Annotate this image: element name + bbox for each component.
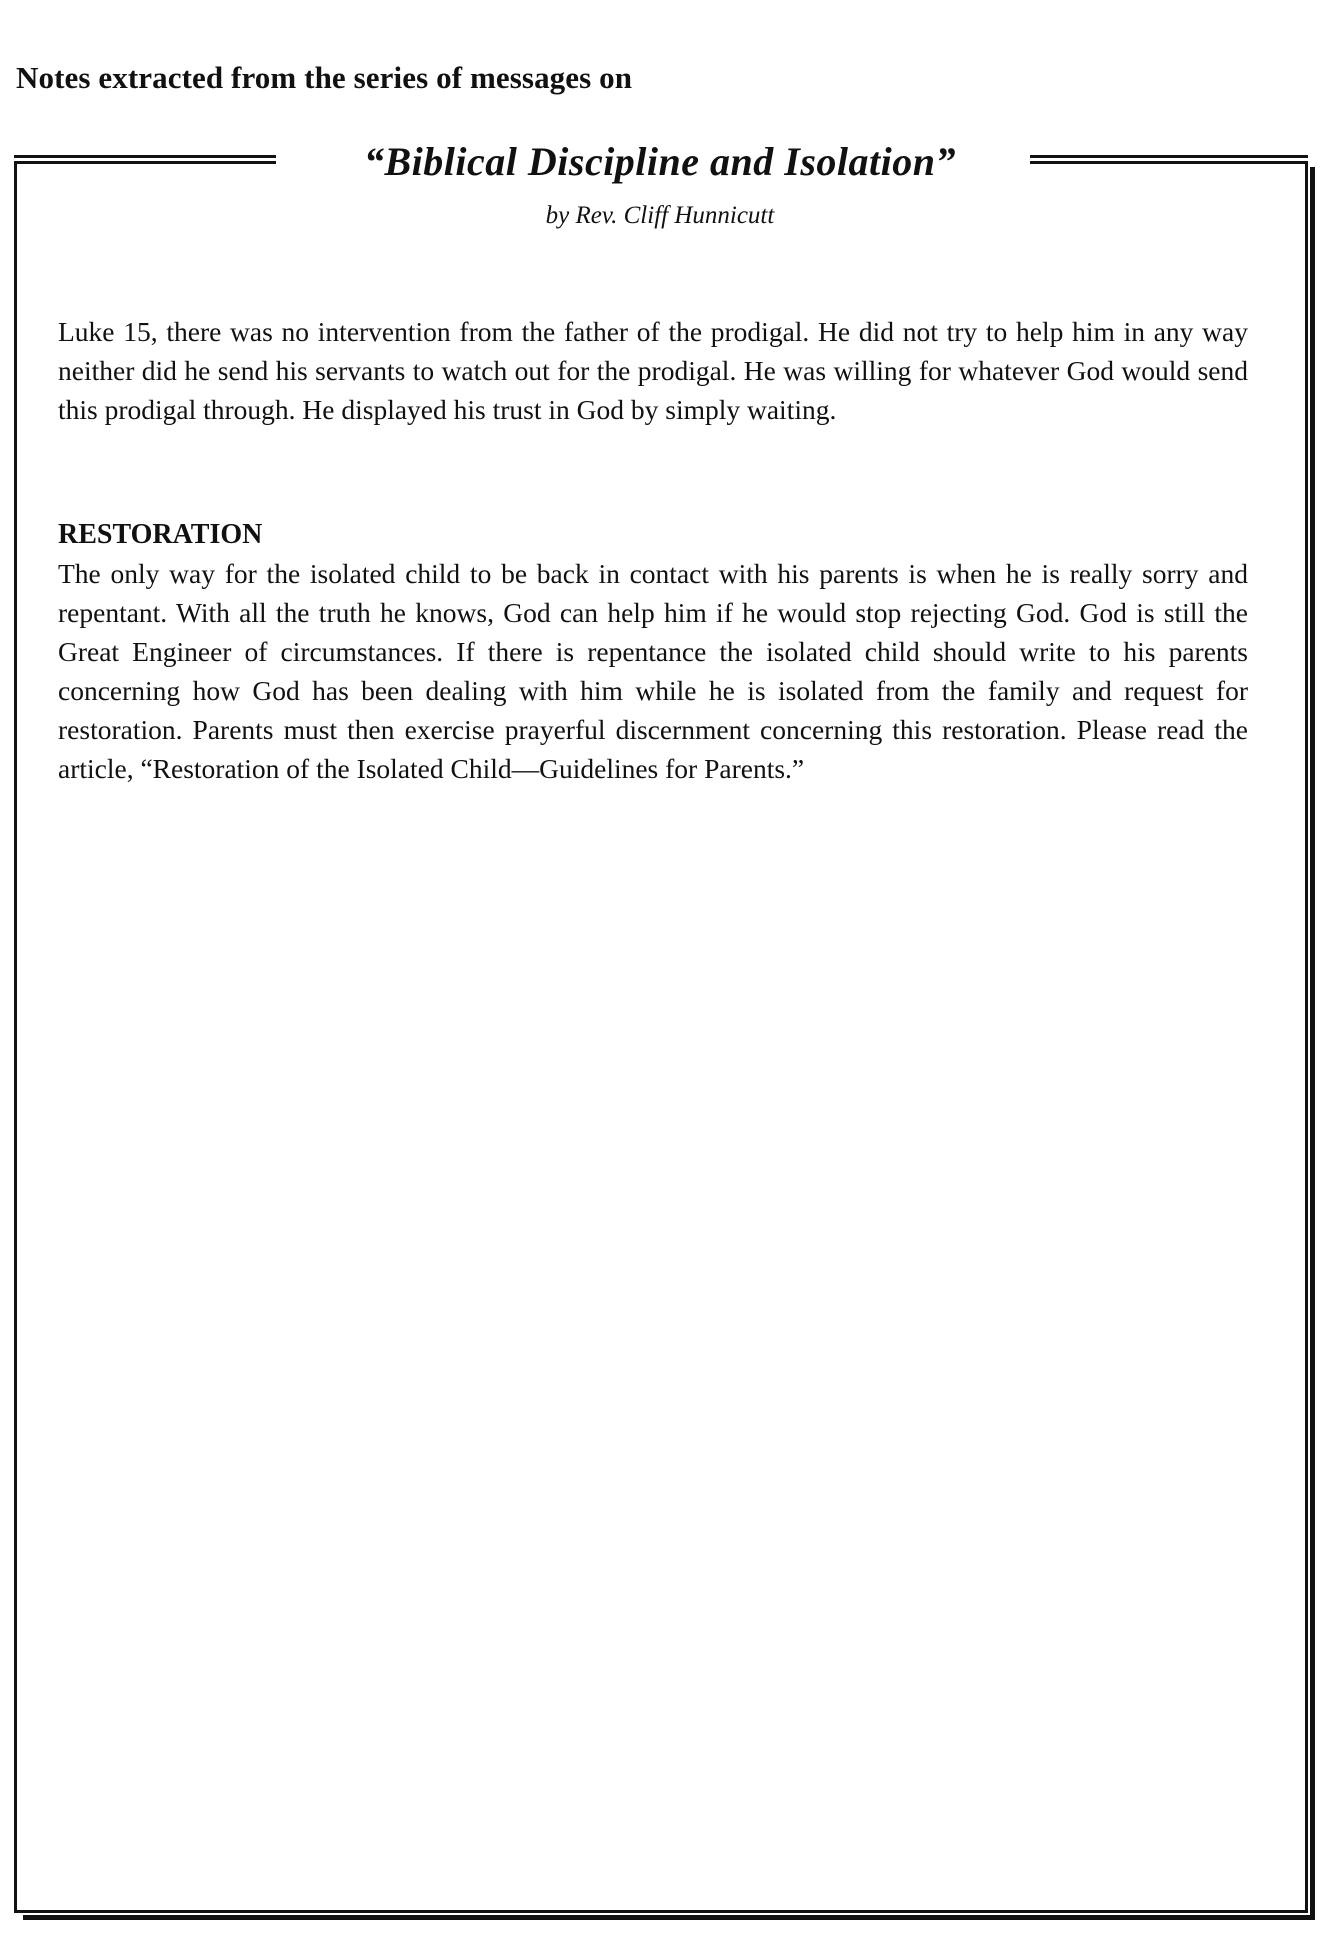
paragraph-restoration: The only way for the isolated child to be back in contact with his parents is when he is really sorry and repentant. With all the truth he knows, God can help him if he would stop rejecting God. God is still the Great Engineer of circumstances. If there is repentance the isolated child should write to his parents concerning how God has been dealing with him while he is isolated from the family and request for restoration. Parents must then exercise prayerful discernment concerning this restoration. Please read the article, “Restoration of the Isolated Child—Guidelines for Parents.” [58, 558, 1248, 784]
author-byline: by Rev. Cliff Hunnicutt [545, 202, 775, 229]
document-title-text: “Biblical Discipline and Isolation” [356, 139, 964, 184]
document-title [0, 138, 1320, 185]
header-line: Notes extracted from the series of messages on [16, 60, 633, 95]
section-heading-restoration: RESTORATION [58, 519, 263, 550]
paragraph-luke-15: Luke 15, there was no intervention from the father of the prodigal. He did not try to help him in any way neither did he send his servants to watch out for the prodigal. He was willing for whatever God would send this prodigal through. He displayed his trust in God by simply waiting. [58, 316, 1248, 425]
